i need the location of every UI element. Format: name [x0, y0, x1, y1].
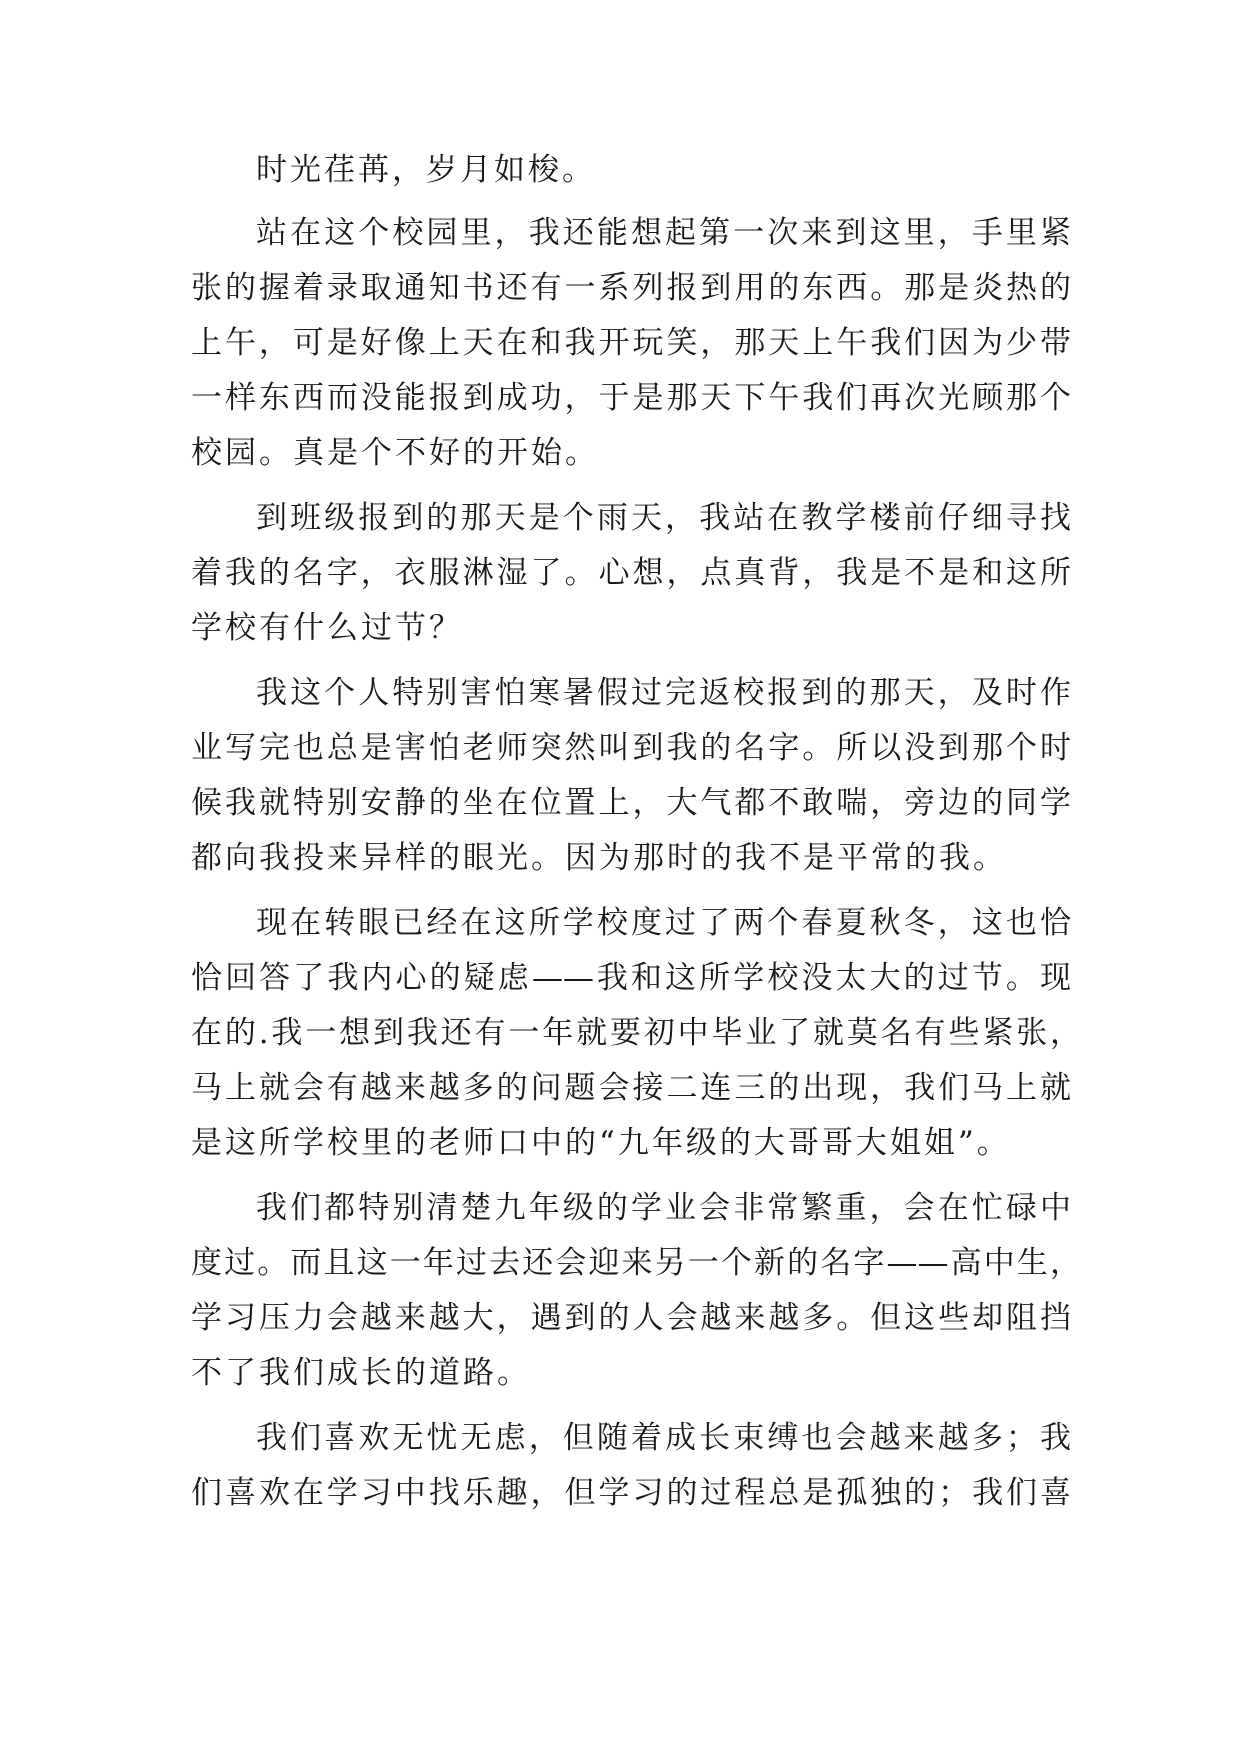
paragraph-6-line-3: 学习压力会越来越大，遇到的人会越来越多。但这些却阻挡 [191, 1300, 1071, 1336]
paragraph-2-line-2: 张的握着录取通知书还有一系列报到用的东西。那是炎热的 [191, 270, 1071, 306]
paragraph-5-line-3: 在的.我一想到我还有一年就要初中毕业了就莫名有些紧张， [191, 1015, 1081, 1051]
paragraph-2-line-5: 校园。真是个不好的开始。 [191, 435, 599, 471]
paragraph-4-line-3: 候我就特别安静的坐在位置上，大气都不敢喘，旁边的同学 [191, 785, 1071, 821]
paragraph-4-line-1: 我这个人特别害怕寒暑假过完返校报到的那天，及时作 [256, 675, 1071, 711]
paragraph-7-line-2: 们喜欢在学习中找乐趣，但学习的过程总是孤独的；我们喜 [191, 1475, 1071, 1511]
paragraph-5-line-1: 现在转眼已经在这所学校度过了两个春夏秋冬，这也恰 [256, 905, 1071, 941]
paragraph-6-line-1: 我们都特别清楚九年级的学业会非常繁重，会在忙碌中 [256, 1190, 1071, 1226]
paragraph-3-line-2: 着我的名字，衣服淋湿了。心想，点真背，我是不是和这所 [191, 555, 1071, 591]
paragraph-2-line-1: 站在这个校园里，我还能想起第一次来到这里，手里紧 [256, 215, 1071, 251]
paragraph-2-line-4: 一样东西而没能报到成功，于是那天下午我们再次光顾那个 [191, 380, 1071, 416]
paragraph-5-line-5: 是这所学校里的老师口中的“九年级的大哥哥大姐姐”。 [191, 1125, 1011, 1161]
paragraph-5-line-2: 恰回答了我内心的疑虑——我和这所学校没太大的过节。现 [191, 960, 1071, 996]
paragraph-6-line-4: 不了我们成长的道路。 [191, 1355, 531, 1391]
paragraph-4-line-2: 业写完也总是害怕老师突然叫到我的名字。所以没到那个时 [191, 730, 1071, 766]
paragraph-7-line-1: 我们喜欢无忧无虑，但随着成长束缚也会越来越多；我 [256, 1420, 1071, 1456]
paragraph-6-line-2: 度过。而且这一年过去还会迎来另一个新的名字——高中生， [191, 1245, 1081, 1281]
paragraph-3-line-1: 到班级报到的那天是个雨天，我站在教学楼前仔细寻找 [256, 500, 1071, 536]
paragraph-1-line-1: 时光荏苒，岁月如梭。 [256, 152, 596, 188]
paragraph-3-line-3: 学校有什么过节？ [191, 610, 463, 646]
paragraph-2-line-3: 上午，可是好像上天在和我开玩笑，那天上午我们因为少带 [191, 325, 1071, 361]
paragraph-5-line-4: 马上就会有越来越多的问题会接二连三的出现，我们马上就 [191, 1070, 1071, 1106]
paragraph-4-line-4: 都向我投来异样的眼光。因为那时的我不是平常的我。 [191, 840, 1007, 876]
